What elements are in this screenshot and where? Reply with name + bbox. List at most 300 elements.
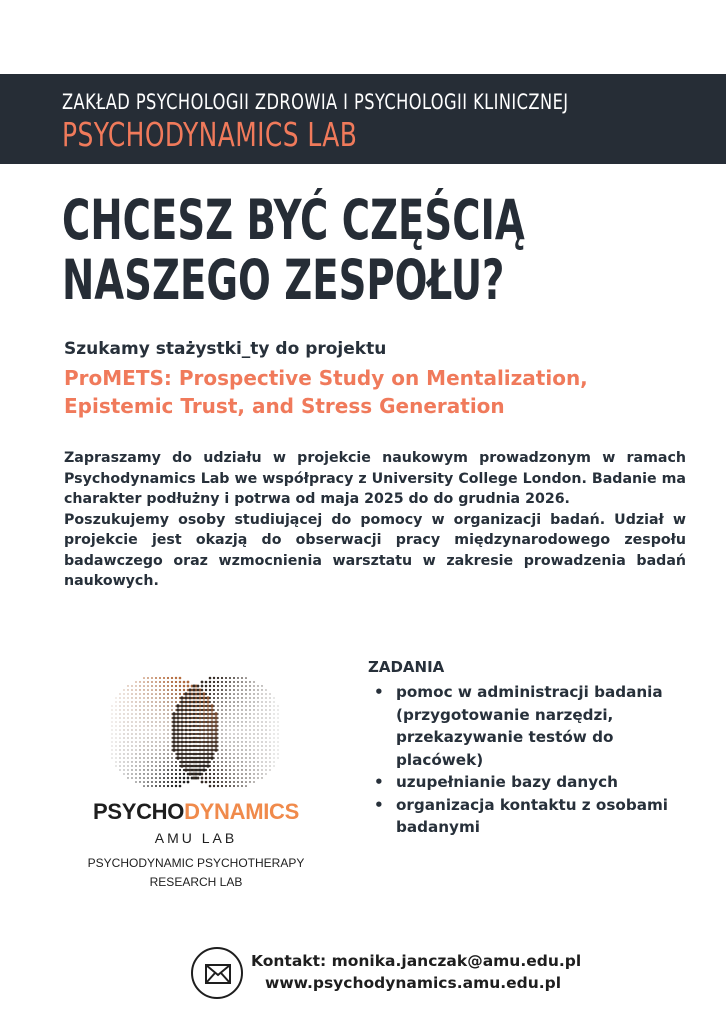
logo-dot bbox=[241, 685, 243, 687]
logo-dot bbox=[185, 721, 188, 724]
lab-logo bbox=[76, 658, 316, 898]
logo-dot bbox=[221, 721, 222, 722]
logo-dot bbox=[203, 725, 206, 728]
task-item: • pomoc w administracji badania (przygotowanie narzędzi, przekazywanie testów do placówek) bbox=[372, 681, 672, 771]
logo-dot bbox=[112, 734, 113, 735]
contact-email[interactable]: Kontakt: monika.janczak@amu.edu.pl bbox=[251, 952, 582, 970]
logo-dot bbox=[163, 721, 164, 722]
logo-dot bbox=[261, 749, 262, 750]
logo-dot bbox=[233, 685, 235, 687]
logo-dot bbox=[147, 761, 148, 762]
logo-dot bbox=[193, 729, 195, 731]
logo-dot bbox=[209, 777, 211, 779]
logo-dot bbox=[193, 733, 195, 735]
logo-dot bbox=[209, 689, 211, 691]
logo-dot bbox=[151, 697, 152, 698]
logo-dot bbox=[249, 757, 250, 758]
logo-dot bbox=[225, 725, 226, 726]
logo-dot bbox=[184, 692, 187, 695]
logo-dot bbox=[135, 721, 136, 722]
logo-dot bbox=[131, 713, 132, 714]
logo-dot bbox=[147, 725, 148, 726]
logo-dot bbox=[159, 701, 161, 703]
logo-dot bbox=[206, 740, 209, 743]
logo-dot bbox=[159, 741, 160, 742]
logo-dot bbox=[245, 677, 247, 679]
logo-dot bbox=[225, 737, 226, 738]
logo-dot bbox=[167, 701, 169, 703]
logo-dot bbox=[171, 781, 173, 783]
logo-dot bbox=[159, 773, 161, 775]
contact-website[interactable]: www.psychodynamics.amu.edu.pl bbox=[265, 974, 562, 992]
logo-dot bbox=[205, 761, 207, 763]
logo-dot bbox=[213, 757, 215, 759]
logo-dot bbox=[210, 720, 213, 723]
logo-dot bbox=[155, 753, 156, 754]
logo-dot bbox=[139, 713, 140, 714]
logo-dot bbox=[203, 721, 206, 724]
logo-dot bbox=[180, 696, 183, 699]
logo-dot bbox=[172, 748, 176, 752]
logo-dot bbox=[205, 701, 207, 703]
logo-dot bbox=[159, 749, 160, 750]
logo-dot bbox=[225, 745, 226, 746]
logo-dot bbox=[135, 765, 136, 766]
logo-dot bbox=[257, 777, 258, 778]
logo-dot bbox=[203, 729, 206, 732]
logo-dot bbox=[143, 757, 144, 758]
logo-dot bbox=[278, 754, 279, 755]
logo-dot bbox=[159, 761, 161, 763]
logo-dot bbox=[229, 757, 231, 759]
logo-dot bbox=[225, 717, 226, 718]
logo-dot bbox=[257, 765, 258, 766]
logo-dot bbox=[213, 733, 215, 735]
logo-dot bbox=[176, 740, 179, 743]
logo-dot bbox=[249, 697, 250, 698]
logo-dot bbox=[116, 742, 117, 743]
logo-dot bbox=[207, 725, 210, 728]
logo-dot bbox=[147, 745, 148, 746]
logo-dot bbox=[116, 718, 117, 719]
logo-dot bbox=[225, 709, 226, 710]
logo-dot bbox=[135, 757, 136, 758]
logo-dot bbox=[221, 777, 223, 779]
logo-dot bbox=[237, 705, 238, 706]
logo-dot bbox=[237, 777, 239, 779]
logo-dot bbox=[210, 728, 213, 731]
logo-dot bbox=[205, 753, 207, 755]
logo-dot bbox=[249, 685, 250, 686]
logo-dot bbox=[175, 701, 177, 703]
logo-dot bbox=[124, 718, 125, 719]
logo-dot bbox=[159, 785, 161, 787]
logo-dot bbox=[213, 785, 215, 787]
logo-dot bbox=[241, 773, 243, 775]
logo-dot bbox=[155, 737, 156, 738]
logo-dot bbox=[179, 681, 181, 683]
logo-dot bbox=[120, 762, 121, 763]
logo-dot bbox=[221, 773, 223, 775]
logo-dot bbox=[147, 757, 148, 758]
logo-dot bbox=[205, 693, 207, 695]
logo-dot bbox=[139, 685, 140, 686]
logo-dot bbox=[179, 685, 181, 687]
logo-dot bbox=[151, 713, 152, 714]
logo-dot bbox=[187, 777, 190, 780]
logo-dot bbox=[209, 713, 211, 715]
logo-dot bbox=[209, 677, 212, 680]
logo-dot bbox=[139, 721, 140, 722]
logo-dot bbox=[233, 677, 235, 679]
logo-dot bbox=[116, 754, 117, 755]
logo-dot bbox=[221, 689, 223, 691]
logo-dot bbox=[221, 729, 222, 730]
logo-dot bbox=[209, 749, 211, 751]
logo-dot bbox=[167, 713, 169, 715]
logo-dot bbox=[214, 732, 217, 735]
logo-dot bbox=[214, 736, 217, 739]
logo-dot bbox=[213, 741, 215, 743]
logo-word-dark: PSYCHO bbox=[92, 799, 185, 824]
logo-dot bbox=[131, 753, 132, 754]
logo-dot bbox=[147, 785, 149, 787]
logo-dot bbox=[167, 685, 169, 687]
logo-dot bbox=[135, 737, 136, 738]
logo-dot bbox=[241, 785, 243, 787]
logo-dot bbox=[221, 749, 223, 751]
logo-dot bbox=[213, 677, 215, 679]
logo-dot bbox=[266, 710, 267, 711]
logo-dot bbox=[229, 733, 230, 734]
logo-dot bbox=[189, 725, 192, 728]
logo-dot bbox=[221, 761, 223, 763]
logo-dot bbox=[127, 761, 128, 762]
logo-dot bbox=[180, 708, 183, 711]
logo-dot bbox=[167, 785, 169, 787]
logo-dot bbox=[171, 709, 173, 711]
logo-dot bbox=[217, 705, 219, 707]
logo-dot bbox=[221, 753, 223, 755]
logo-dot bbox=[261, 777, 262, 778]
logo-dot bbox=[217, 697, 219, 699]
logo-dot bbox=[262, 738, 263, 739]
logo-dot bbox=[163, 745, 164, 746]
logo-dot bbox=[187, 681, 190, 684]
logo-dot bbox=[183, 689, 185, 691]
logo-dot bbox=[124, 746, 125, 747]
logo-dot bbox=[185, 741, 188, 744]
logo-dot bbox=[229, 741, 230, 742]
logo-dot bbox=[147, 781, 149, 783]
logo-dot bbox=[274, 722, 275, 723]
logo-dot bbox=[116, 722, 117, 723]
logo-dot bbox=[209, 733, 211, 735]
logo-dot bbox=[213, 697, 215, 699]
logo-dot bbox=[278, 726, 279, 727]
logo-dot bbox=[189, 705, 192, 708]
logo-dot bbox=[155, 749, 156, 750]
logo-dot bbox=[261, 769, 262, 770]
logo-dot bbox=[217, 777, 219, 779]
logo-dot bbox=[127, 753, 128, 754]
logo-dot bbox=[270, 766, 271, 767]
logo-dot bbox=[151, 693, 153, 695]
logo-dot bbox=[274, 746, 275, 747]
logo-dot bbox=[241, 701, 242, 702]
logo-dot bbox=[171, 761, 173, 763]
logo-dot bbox=[237, 689, 239, 691]
logo-dot bbox=[127, 773, 128, 774]
logo-dot bbox=[210, 732, 213, 735]
logo-dot bbox=[266, 750, 267, 751]
logo-dot bbox=[205, 769, 207, 771]
logo-description bbox=[76, 854, 316, 892]
logo-dot bbox=[249, 769, 250, 770]
logo-dot bbox=[201, 721, 203, 723]
logo-dot bbox=[120, 758, 121, 759]
logo-dot bbox=[193, 757, 196, 760]
logo-dot bbox=[201, 689, 204, 692]
project-title-line1: ProMETS: Prospective Study on Mentalization, bbox=[64, 366, 588, 390]
logo-dot bbox=[278, 710, 279, 711]
logo-dot bbox=[237, 729, 238, 730]
logo-dot bbox=[189, 713, 192, 716]
logo-dot bbox=[213, 717, 215, 719]
logo-dot bbox=[131, 729, 132, 730]
logo-dot bbox=[171, 693, 173, 695]
logo-dot bbox=[147, 749, 148, 750]
logo-dot bbox=[262, 726, 263, 727]
logo-dot bbox=[205, 745, 207, 747]
logo-dot bbox=[209, 737, 211, 739]
logo-dot bbox=[214, 728, 217, 731]
logo-dot bbox=[221, 741, 222, 742]
logo-dot bbox=[205, 681, 208, 684]
logo-dot bbox=[206, 720, 209, 723]
logo-dot bbox=[221, 785, 223, 787]
logo-dot bbox=[237, 677, 239, 679]
logo-dot bbox=[261, 757, 262, 758]
logo-dot bbox=[257, 717, 258, 718]
logo-dot bbox=[176, 720, 179, 723]
logo-dot bbox=[233, 689, 235, 691]
logo-dot bbox=[163, 781, 165, 783]
logo-dot bbox=[265, 769, 266, 770]
logo-dot bbox=[189, 737, 192, 740]
logo-dot bbox=[147, 773, 149, 775]
logo-dot bbox=[253, 689, 254, 690]
logo-dot bbox=[181, 733, 184, 736]
logo-dot bbox=[233, 721, 234, 722]
logo-dot bbox=[147, 701, 148, 702]
logo-dot bbox=[270, 702, 271, 703]
logo-dot bbox=[171, 677, 173, 679]
logo-dot bbox=[261, 701, 262, 702]
logo-dot bbox=[155, 689, 157, 691]
logo-dot bbox=[193, 749, 195, 751]
logo-dot bbox=[217, 717, 219, 719]
logo-dot bbox=[229, 729, 230, 730]
logo-dot bbox=[245, 729, 246, 730]
logo-dot bbox=[135, 761, 136, 762]
logo-dot bbox=[151, 777, 153, 779]
logo-dot bbox=[201, 749, 203, 751]
logo-dot bbox=[171, 681, 173, 683]
logo-dot bbox=[155, 761, 157, 763]
logo-dot bbox=[143, 729, 144, 730]
logo-dot bbox=[225, 769, 227, 771]
logo-dot bbox=[147, 705, 148, 706]
logo-dot bbox=[213, 709, 215, 711]
logo-dot bbox=[199, 725, 202, 728]
logo-dot bbox=[135, 725, 136, 726]
logo-dot bbox=[205, 705, 207, 707]
logo-dot bbox=[143, 785, 145, 787]
logo-dot bbox=[221, 685, 223, 687]
logo-dot bbox=[185, 753, 188, 756]
logo-dot bbox=[237, 717, 238, 718]
logo-dot bbox=[123, 769, 124, 770]
logo-dot bbox=[147, 685, 149, 687]
logo-dot bbox=[274, 726, 275, 727]
logo-dot bbox=[221, 765, 223, 767]
logo-dot bbox=[209, 717, 211, 719]
logo-dot bbox=[233, 733, 234, 734]
logo-dot bbox=[221, 681, 223, 683]
logo-dot bbox=[278, 758, 279, 759]
logo-dot bbox=[167, 777, 169, 779]
logo-dot bbox=[183, 777, 186, 780]
logo-dot bbox=[221, 705, 223, 707]
logo-dot bbox=[261, 709, 262, 710]
logo-dot bbox=[221, 713, 223, 715]
logo-dot bbox=[172, 732, 175, 735]
logo-dot bbox=[128, 746, 129, 747]
logo-dot bbox=[131, 689, 132, 690]
logo-dot bbox=[127, 685, 128, 686]
logo-dot bbox=[245, 733, 246, 734]
logo-dot bbox=[266, 746, 267, 747]
logo-dot bbox=[201, 729, 203, 731]
logo-dot bbox=[155, 745, 156, 746]
logo-dot bbox=[274, 762, 275, 763]
logo-dot bbox=[245, 721, 246, 722]
logo-dot bbox=[143, 741, 144, 742]
logo-dot bbox=[135, 777, 136, 778]
logo-dot bbox=[127, 713, 128, 714]
logo-dot bbox=[249, 781, 250, 782]
logo-dot bbox=[257, 721, 258, 722]
logo-dot bbox=[241, 765, 242, 766]
logo-dot bbox=[180, 700, 183, 703]
logo-dot bbox=[205, 697, 207, 699]
logo-dot bbox=[241, 761, 242, 762]
logo-dot bbox=[201, 681, 204, 684]
logo-dot bbox=[270, 746, 271, 747]
logo-dot bbox=[249, 765, 250, 766]
logo-dot bbox=[172, 724, 175, 727]
logo-dot bbox=[209, 769, 211, 771]
logo-dot bbox=[205, 713, 207, 715]
logo-dot bbox=[187, 781, 190, 784]
logo-dot bbox=[253, 709, 254, 710]
logo-dot bbox=[253, 753, 254, 754]
logo-dot bbox=[209, 701, 211, 703]
logo-dot bbox=[225, 697, 227, 699]
logo-dot bbox=[229, 709, 230, 710]
logo-dot bbox=[127, 705, 128, 706]
logo-dot bbox=[193, 709, 196, 712]
logo-dot bbox=[147, 721, 148, 722]
logo-dot bbox=[253, 777, 254, 778]
logo-dot bbox=[172, 720, 175, 723]
logo-dot bbox=[159, 757, 161, 759]
logo-dot bbox=[213, 769, 215, 771]
logo-dot bbox=[229, 765, 231, 767]
logo-dot bbox=[193, 725, 195, 727]
logo-dot bbox=[245, 685, 247, 687]
logo-dot bbox=[257, 685, 258, 686]
logo-dot bbox=[131, 773, 132, 774]
logo-dot bbox=[184, 764, 187, 767]
logo-dot bbox=[233, 729, 234, 730]
logo-dot bbox=[207, 729, 210, 732]
logo-dot bbox=[257, 769, 258, 770]
logo-dot bbox=[197, 769, 200, 772]
logo-dot bbox=[175, 685, 177, 687]
logo-dot bbox=[131, 701, 132, 702]
logo-dot bbox=[266, 698, 267, 699]
logo-dot bbox=[167, 761, 169, 763]
logo-dot bbox=[128, 726, 129, 727]
logo-dot bbox=[155, 733, 156, 734]
logo-dot bbox=[180, 752, 183, 755]
logo-dot bbox=[237, 733, 238, 734]
logo-dot bbox=[225, 713, 226, 714]
logo-dot bbox=[233, 725, 234, 726]
logo-dot bbox=[116, 746, 117, 747]
logo-dot bbox=[262, 718, 263, 719]
logo-dot bbox=[245, 701, 246, 702]
logo-dot bbox=[213, 689, 215, 691]
logo-dot bbox=[221, 717, 222, 718]
logo-dot bbox=[253, 773, 254, 774]
logo-dot bbox=[253, 749, 254, 750]
logo-dot bbox=[151, 721, 152, 722]
logo-dot bbox=[257, 757, 258, 758]
logo-dot bbox=[143, 773, 144, 774]
logo-dot bbox=[139, 709, 140, 710]
logo-dot bbox=[257, 737, 258, 738]
logo-dot bbox=[233, 781, 235, 783]
logo-dot bbox=[209, 709, 211, 711]
logo-dot bbox=[116, 734, 117, 735]
logo-dot bbox=[270, 706, 271, 707]
logo-dot bbox=[257, 713, 258, 714]
logo-dot bbox=[159, 737, 160, 738]
logo-dot bbox=[189, 757, 192, 760]
tasks-title: ZADANIA bbox=[368, 658, 445, 676]
logo-dot bbox=[197, 693, 200, 696]
logo-dot bbox=[210, 740, 213, 743]
logo-dot bbox=[135, 705, 136, 706]
logo-dot bbox=[266, 730, 267, 731]
logo-dot bbox=[181, 725, 184, 728]
logo-dot bbox=[225, 777, 227, 779]
logo-dot bbox=[213, 721, 215, 723]
logo-dot bbox=[225, 773, 227, 775]
